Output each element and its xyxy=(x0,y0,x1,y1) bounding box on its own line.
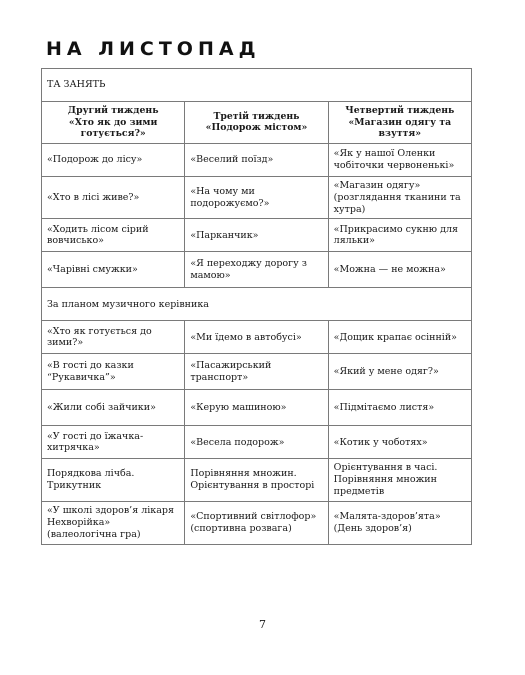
table-cell: «У гості до їжачка-хитрячка» xyxy=(42,426,185,459)
header-theme: «Подорож містом» xyxy=(205,122,308,134)
table-cell: «Подорож до лісу» xyxy=(42,143,185,176)
header-week: Другий тиждень xyxy=(67,105,159,116)
section-label: ТА ЗАНЯТЬ xyxy=(42,69,472,102)
page-number: 7 xyxy=(259,618,266,631)
table-row xyxy=(42,321,472,354)
header-cell xyxy=(185,102,328,144)
header-cell xyxy=(328,102,471,144)
table-cell: «Хто як готується до зими?» xyxy=(42,321,185,354)
table-cell: «Магазин одягу» (розглядання тканини та хутра) xyxy=(328,176,471,219)
table-row xyxy=(42,176,472,219)
table-cell: «Чарівні смужки» xyxy=(42,252,185,288)
table-cell: «Котик у чоботях» xyxy=(328,426,471,459)
table-cell: «Підмітаємо листя» xyxy=(328,390,471,426)
table-cell: «Який у мене одяг?» xyxy=(328,354,471,390)
table-cell: «Ходить лісом сірий вовчисько» xyxy=(42,219,185,252)
table-row xyxy=(42,390,472,426)
table-cell: «Можна — не можна» xyxy=(328,252,471,288)
header-row xyxy=(42,102,472,144)
table-row xyxy=(42,143,472,176)
music-row xyxy=(42,288,472,321)
header-week: Третій тиждень xyxy=(213,110,300,122)
table-cell: «Хто в лісі живе?» xyxy=(42,176,185,219)
table-row xyxy=(42,219,472,252)
table-row xyxy=(42,426,472,459)
table-cell: «Спортивний світлофор» (спортивна розвага) xyxy=(185,502,328,545)
table-cell: Порівняння множин. Орієнтування в просторі xyxy=(185,459,328,502)
table-cell: «Пасажирський транспорт» xyxy=(185,354,328,390)
table-cell: «У школі здоров’я лікаря Нехворійка» (валеологічна гра) xyxy=(42,502,185,545)
section-label-row xyxy=(42,69,472,102)
music-label: За планом музичного керівника xyxy=(42,288,472,321)
table-cell: «Керую машиною» xyxy=(185,390,328,426)
table-cell: «Ми їдемо в автобусі» xyxy=(185,321,328,354)
table-row xyxy=(42,502,472,545)
table-cell: «Прикрасимо сукню для ляльки» xyxy=(328,219,471,252)
schedule-table xyxy=(41,68,472,545)
table-cell: «Веселий поїзд» xyxy=(185,143,328,176)
header-theme: «Магазин одягу та взуття» xyxy=(348,116,452,140)
table-cell: Порядкова лічба. Трикутник xyxy=(42,459,185,502)
page-title: НА ЛИСТОПАД xyxy=(46,38,261,60)
table-cell: «Малята-здоров’ята» (День здоров’я) xyxy=(328,502,471,545)
table-cell: «На чому ми подорожуємо?» xyxy=(185,176,328,219)
table-row xyxy=(42,354,472,390)
table-cell: «Парканчик» xyxy=(185,219,328,252)
table-cell: «Я переходжу дорогу з мамою» xyxy=(185,252,328,288)
header-cell xyxy=(42,102,185,144)
table-cell: Орієнтування в часі. Порівняння множин предметів xyxy=(328,459,471,502)
header-week: Четвертий тиждень xyxy=(345,105,455,116)
table-row xyxy=(42,252,472,288)
table-cell: «Жили собі зайчики» xyxy=(42,390,185,426)
table-cell: «В гості до казки “Рукавичка”» xyxy=(42,354,185,390)
table-cell: «Весела подорож» xyxy=(185,426,328,459)
table-row xyxy=(42,459,472,502)
header-theme: «Хто як до зими готується?» xyxy=(68,116,158,140)
table-cell: «Дощик крапає осінній» xyxy=(328,321,471,354)
table-cell: «Як у нашої Оленки чобіточки червоненькі» xyxy=(328,143,471,176)
